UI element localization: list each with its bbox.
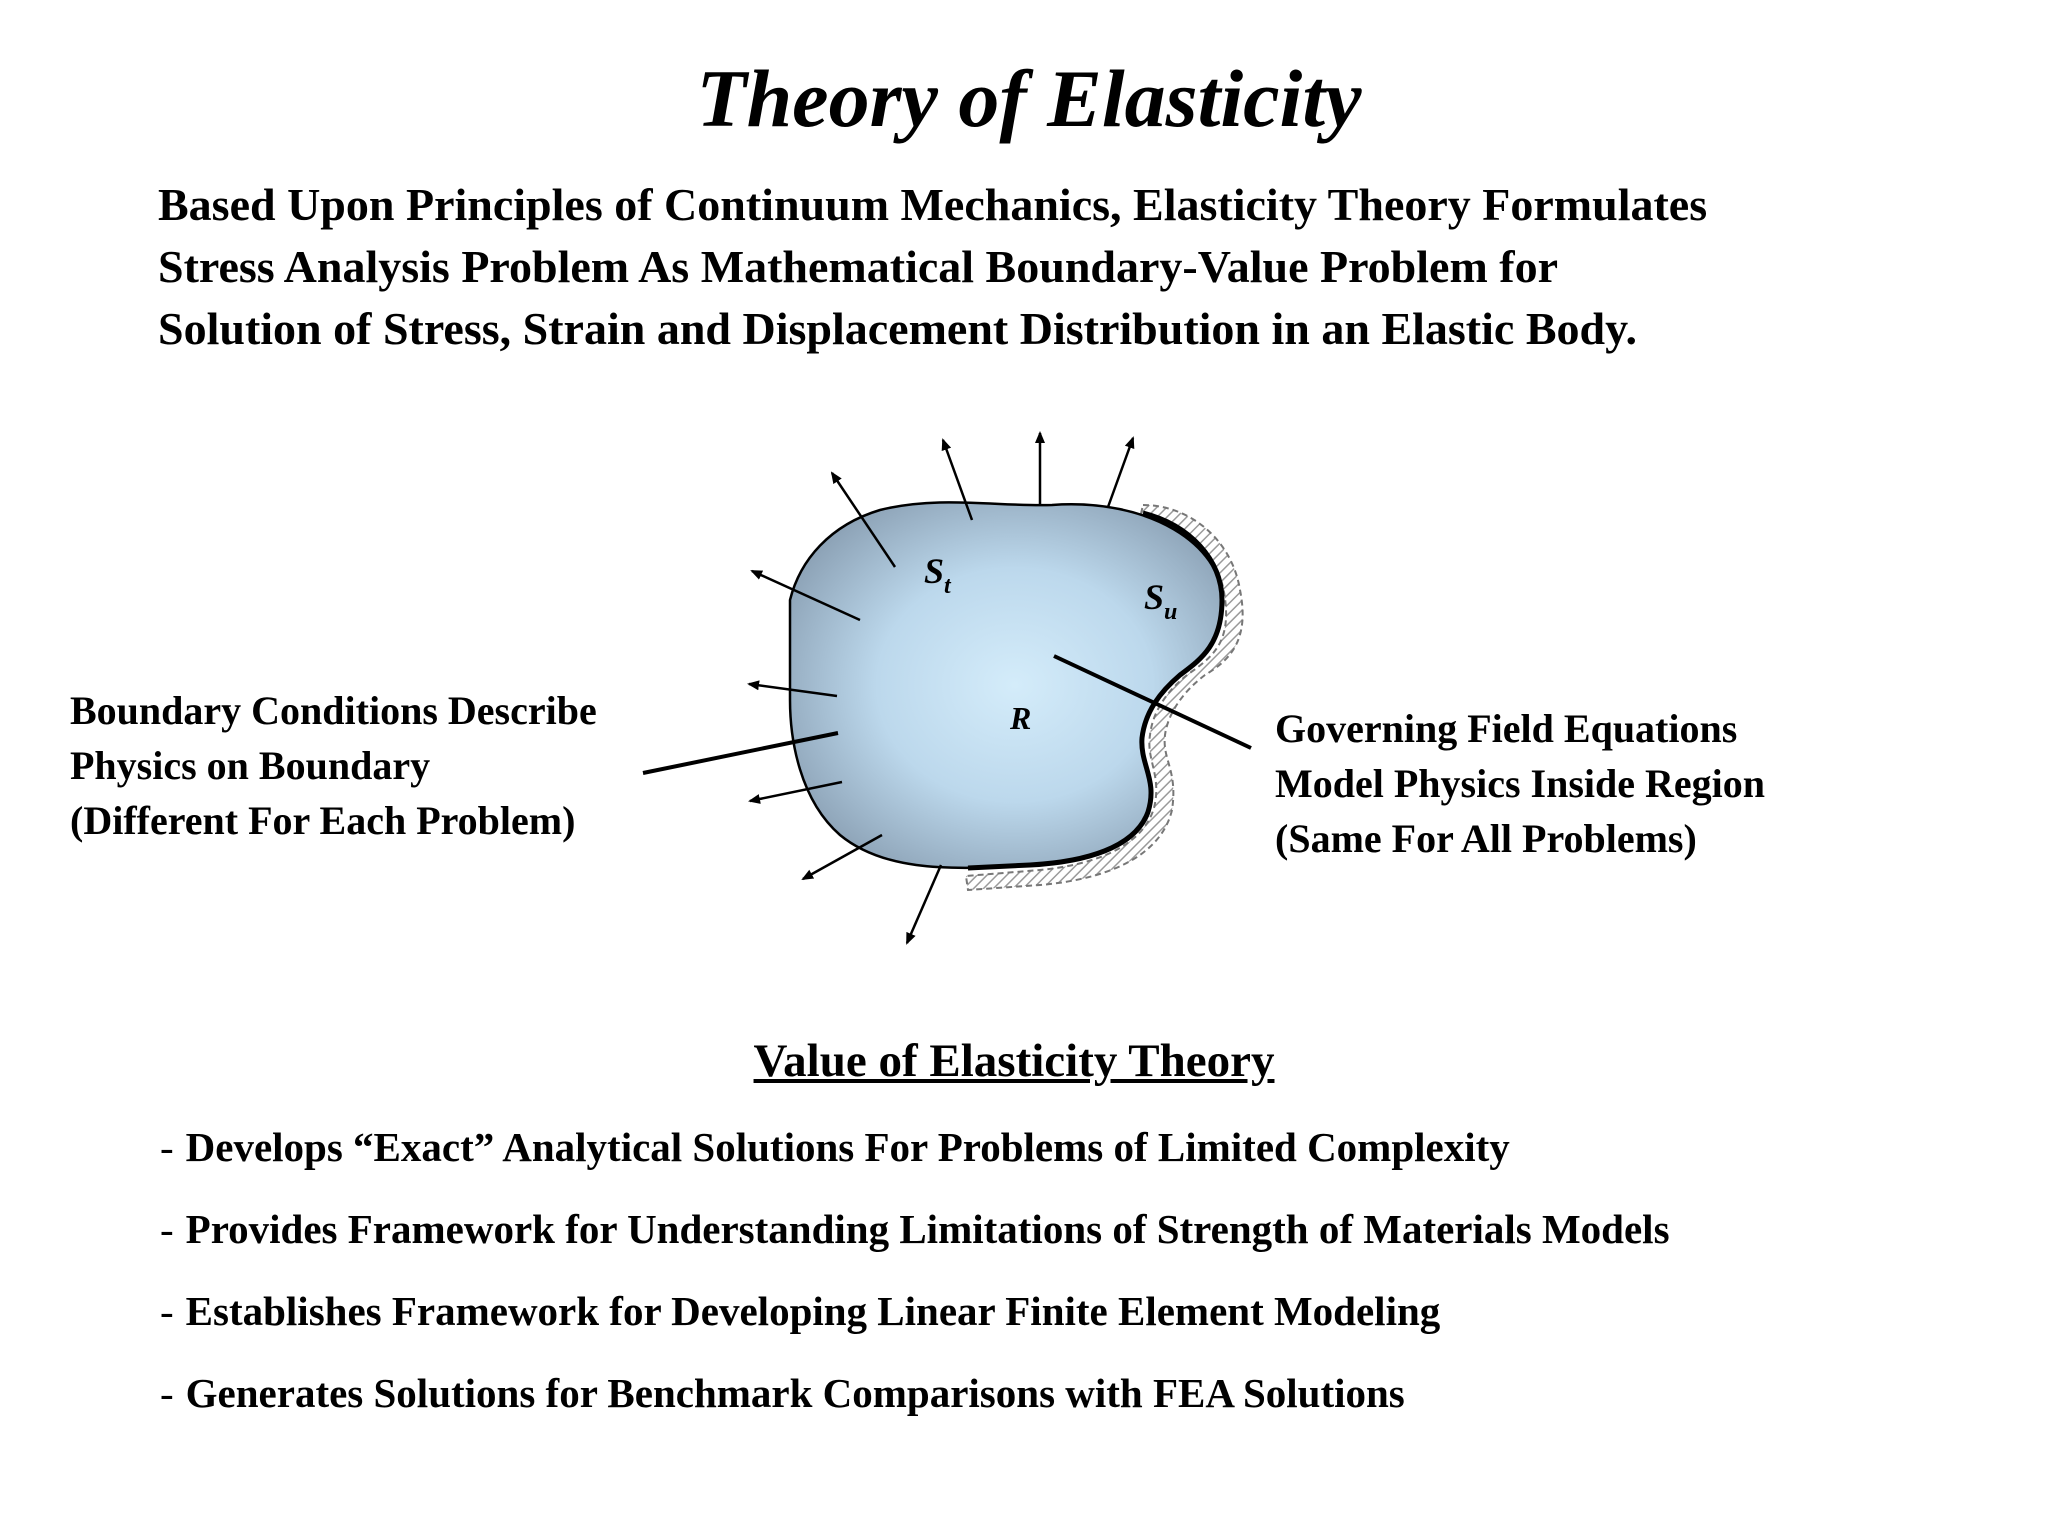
region-symbol: R [1010, 700, 1032, 736]
value-list-item [160, 1204, 1670, 1286]
boundary-label-line: Physics on Boundary [70, 743, 431, 788]
value-list-item [160, 1368, 1670, 1450]
intro-line: Stress Analysis Problem As Mathematical Boundary-Value Problem for [158, 241, 1559, 292]
boundary-label-line: Boundary Conditions Describe [70, 688, 597, 733]
bullet-dash: - [160, 1370, 174, 1416]
traction-boundary-symbol: $S_t$ [924, 551, 951, 599]
field-label-line: Model Physics Inside Region [1275, 761, 1766, 806]
bullet-dash: - [160, 1124, 174, 1170]
value-list [160, 1122, 1670, 1450]
bullet-dash: - [160, 1288, 174, 1334]
traction-arrow [907, 865, 941, 943]
field-equations-label [1275, 701, 1765, 866]
value-list-item [160, 1286, 1670, 1368]
intro-line: Based Upon Principles of Continuum Mechanics, Elasticity Theory Formulates [158, 179, 1708, 230]
value-list-item [160, 1122, 1670, 1204]
traction-arrow [1108, 438, 1133, 507]
bullet-dash: - [160, 1206, 174, 1252]
displacement-boundary-symbol: $S_u$ [1144, 577, 1178, 625]
intro-line: Solution of Stress, Strain and Displacement Distribution in an Elastic Body. [158, 303, 1638, 354]
value-heading: Value of Elasticity Theory [753, 1035, 1275, 1087]
value-item-text: Generates Solutions for Benchmark Comparisons with FEA Solutions [185, 1370, 1405, 1416]
boundary-label-line: (Different For Each Problem) [70, 798, 576, 843]
boundary-conditions-label [70, 683, 597, 848]
value-item-text: Provides Framework for Understanding Limitations of Strength of Materials Models [185, 1206, 1670, 1252]
page-title: Theory of Elasticity [696, 53, 1362, 144]
field-label-line: Governing Field Equations [1275, 706, 1738, 751]
field-label-line: (Same For All Problems) [1275, 816, 1697, 861]
value-item-text: Develops “Exact” Analytical Solutions For Problems of Limited Complexity [185, 1124, 1510, 1170]
value-item-text: Establishes Framework for Developing Linear Finite Element Modeling [185, 1288, 1441, 1334]
traction-arrow [803, 835, 882, 879]
